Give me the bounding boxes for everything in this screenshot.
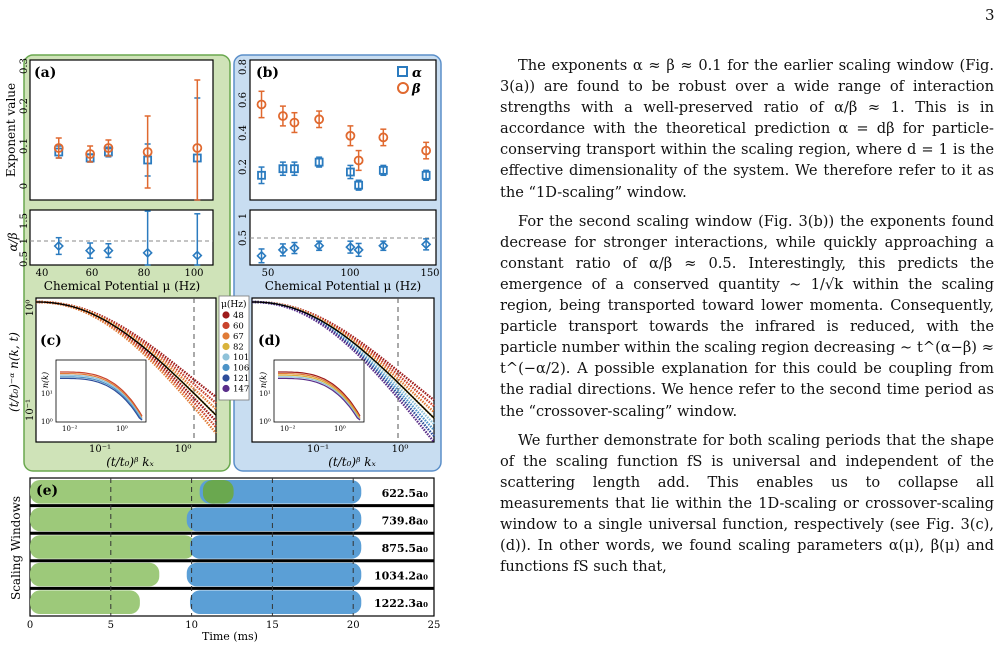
legend-color-dot [222,343,229,350]
window-crossover-scaling [187,508,362,532]
mu-legend-title: μ(Hz) [221,300,247,310]
window-1d-scaling [30,535,195,559]
legend-mu-value: 121 [233,374,250,384]
plot-a-frame [30,60,213,200]
legend-color-dot [222,385,229,392]
scattering-length-label: 875.5a₀ [381,542,428,555]
window-1d-scaling [30,590,140,614]
ytick: 0.3 [19,58,30,74]
plot-a-ratio-xlabel: Chemical Potential μ (Hz) [43,279,201,293]
plot-b-ratio-xlabel: Chemical Potential μ (Hz) [264,279,422,293]
ytick: 0 [19,182,30,190]
scattering-length-label: 1034.2a₀ [373,569,428,583]
plot-d-inset-frame [274,360,364,422]
ytick: 0.8 [238,59,249,75]
inset-ytick: 10¹ [259,390,271,398]
ytick: 0.5 [19,251,30,267]
inset-ytick: 10⁰ [41,418,53,426]
legend-color-dot [222,353,229,360]
legend-alpha-label: α [412,66,423,81]
xtick: 100 [340,268,360,279]
window-1d-scaling [30,480,224,504]
legend-beta-label: β [412,82,421,97]
legend-color-dot [222,364,229,371]
plot-b-frame [250,60,436,200]
panel-c-label: (c) [40,333,62,349]
plot-c-ylabel: (t/t₀)⁻ᵅ n(k, t) [7,332,21,412]
xtick: 10⁰ [391,444,409,455]
xtick: 10⁻¹ [306,444,330,455]
plot-c-inset-frame [56,360,146,422]
window-crossover-scaling [190,535,361,559]
ytick: 0.2 [19,98,30,114]
plot-d-xlabel: (t/t₀)ᵝ kₓ [328,455,376,469]
panel-e-label: (e) [36,483,59,499]
page-number: 3 [985,6,995,24]
ytick: 1 [238,212,249,220]
window-1d-scaling [30,508,200,532]
panel-d-label: (d) [258,333,282,349]
xtick: 10 [185,620,198,631]
legend-mu-value: 82 [233,342,244,353]
ytick: 0.1 [19,138,30,154]
ytick: 0.2 [238,159,249,175]
legend-mu-value: 48 [233,311,244,321]
inset-xtick: 10⁻² [280,425,296,433]
legend-mu-value: 67 [233,332,244,342]
scattering-length-label: 739.8a₀ [381,514,428,528]
xtick: 15 [266,620,279,631]
body-text [500,55,994,585]
ytick: 10⁰ [25,299,36,317]
ytick: 1 [19,237,30,245]
xtick: 20 [346,620,360,631]
scattering-length-label: 622.5a₀ [381,486,428,500]
xtick: 80 [137,268,151,279]
inset-ylabel: n(k) [41,371,50,389]
legend-mu-value: 106 [233,363,250,374]
window-overlap [203,480,234,504]
inset-ytick: 10¹ [41,390,53,398]
inset-xtick: 10⁰ [116,425,128,433]
figure-3 [0,0,470,651]
legend-color-dot [222,332,229,339]
legend-mu-value: 60 [233,321,244,332]
xtick: 25 [427,620,441,631]
plot-a-ratio-ylabel: α/β [6,232,20,252]
legend-mu-value: 147 [233,384,250,395]
plot-a-ylabel: Exponent value [4,82,18,178]
xtick: 10⁻¹ [88,444,112,455]
ytick: 10⁻¹ [25,398,36,422]
xtick: 5 [107,620,114,631]
legend-color-dot [222,322,229,329]
panel-b-label: (b) [256,65,280,81]
legend-mu-value: 101 [233,353,250,363]
ytick: 0.4 [238,125,249,141]
xtick: 10⁰ [174,444,192,455]
ytick: 1.5 [19,213,30,229]
xtick: 50 [261,268,275,279]
legend-color-dot [222,374,229,381]
ytick: 0.5 [238,230,249,246]
window-crossover-scaling [187,563,362,587]
inset-xtick: 10⁰ [334,425,346,433]
paragraph-2: For the second scaling window (Fig. 3(b)) the exponents found decrease for stronger interactions, while quickly approaching a constant ratio of α/β ≈ 0.5. Interestingly, this predicts the emergence of a conserved quantity ∼ 1/√k within the scaling region, being transported toward lower momenta. Consequently, particle transport towards the infrared is reduced, with the particle number within the scaling region decreasing ∼ t^(α−β) ≈ t^(−α/2). A possible explanation for this could be coupling from the radial directions. We hence refer to the second time period as the “crossover-scaling” window. [500,212,994,420]
paragraph-1: The exponents α ≈ β ≈ 0.1 for the earlier scaling window (Fig. 3(a)) are found to be robust over a wide range of interaction strengths with a well-preserved ratio of α/β ≈ 1. This is in accordance with the theoretical prediction α = dβ for particle-conserving transport within the scaling region, where d = 1 is the effective dimensionality of the system. We therefore refer to it as the “1D-scaling” window. [500,57,994,201]
paragraph-3: We further demonstrate for both scaling periods that the shape of the scaling function fS is universal and independent of the scattering length add. This enables us to collapse all measurements that lie within the 1D-scaling or crossover-scaling window to a single universal function, respectively (see Fig. 3(c),(d)). In other words, we found scaling parameters α(μ), β(μ) and functions fS such that, [500,431,994,576]
inset-ylabel: n(k) [259,371,268,389]
xtick: 0 [26,620,34,631]
xtick: 40 [35,268,49,279]
plot-c-xlabel: (t/t₀)ᵝ kₓ [106,455,154,469]
xtick: 150 [420,268,440,279]
xtick: 100 [184,268,204,279]
xtick: 60 [85,268,99,279]
legend-color-dot [222,311,229,318]
inset-xtick: 10⁻² [62,425,78,433]
plot-e-ylabel: Scaling Windows [9,495,23,601]
plot-e-xlabel: Time (ms) [202,630,258,643]
window-crossover-scaling [190,590,361,614]
window-1d-scaling [30,563,159,587]
panel-a-label: (a) [34,65,57,81]
scattering-length-label: 1222.3a₀ [373,597,428,611]
inset-ytick: 10⁰ [259,418,271,426]
ytick: 0.6 [238,92,249,108]
